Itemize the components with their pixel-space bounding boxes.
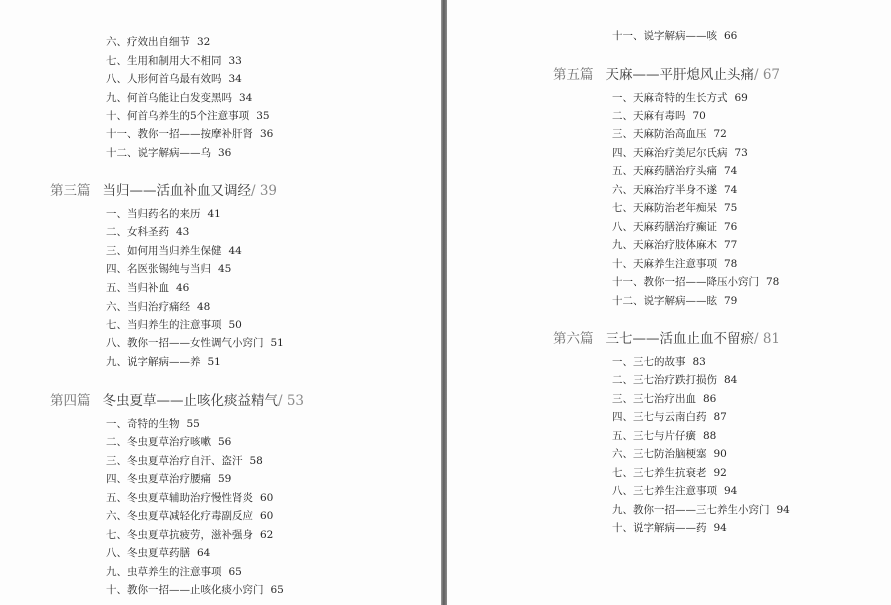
toc-entry-text: 十、天麻养生注意事项 [612, 258, 717, 270]
toc-entry[interactable] [106, 54, 242, 68]
toc-entry-text: 九、何首乌能让白发变黑吗 [106, 92, 232, 104]
section-heading[interactable] [553, 330, 780, 348]
section-heading[interactable] [553, 66, 780, 84]
toc-entry-text: 七、天麻防治老年痴呆 [612, 202, 717, 214]
toc-entry[interactable] [612, 503, 790, 517]
toc-entry-text: 六、疗效出自细节 [106, 36, 190, 48]
right-page [447, 0, 891, 605]
toc-entry-text: 八、三七养生注意事项 [612, 485, 717, 497]
toc-entry-text: 七、冬虫夏草抗疲劳，滋补强身 [106, 529, 253, 541]
toc-entry-text: 十一、教你一招——降压小窍门 [612, 276, 759, 288]
toc-entry[interactable] [612, 521, 727, 535]
toc-entry[interactable] [106, 417, 200, 431]
toc-entry-page: 77 [724, 239, 738, 251]
toc-entry-page: 32 [197, 36, 211, 48]
toc-entry-page: 34 [239, 92, 253, 104]
toc-entry-page: 59 [218, 473, 232, 485]
toc-entry-text: 七、当归养生的注意事项 [106, 319, 222, 331]
toc-entry-text: 二、冬虫夏草治疗咳嗽 [106, 436, 211, 448]
toc-entry-page: 60 [260, 492, 274, 504]
toc-entry-text: 九、教你一招——三七养生小窍门 [612, 504, 770, 516]
toc-entry[interactable] [612, 91, 748, 105]
toc-entry-text: 九、说字解病——养 [106, 356, 201, 368]
toc-entry[interactable] [106, 583, 284, 597]
toc-entry[interactable] [612, 146, 748, 160]
toc-entry-text: 四、天麻治疗美尼尔氏病 [612, 147, 728, 159]
toc-entry[interactable] [612, 164, 737, 178]
toc-entry-text: 八、教你一招——女性调气小窍门 [106, 337, 264, 349]
section-label: 第三篇 [50, 183, 91, 199]
toc-entry-page: 75 [724, 202, 738, 214]
toc-entry-page: 69 [734, 92, 748, 104]
toc-entry-page: 78 [724, 258, 738, 270]
toc-entry[interactable] [612, 257, 737, 271]
toc-entry-page: 35 [256, 110, 270, 122]
toc-entry[interactable] [612, 373, 737, 387]
toc-entry[interactable] [106, 281, 189, 295]
toc-entry[interactable] [106, 472, 231, 486]
section-page: / 81 [754, 331, 781, 347]
toc-entry-text: 五、三七与片仔癀 [612, 430, 696, 442]
toc-entry-text: 八、人形何首乌最有效吗 [106, 73, 222, 85]
toc-entry-text: 一、三七的故事 [612, 356, 686, 368]
toc-entry-text: 十、说字解病——药 [612, 522, 707, 534]
toc-entry[interactable] [612, 220, 737, 234]
section-title: 当归——活血补血又调经 [102, 183, 251, 199]
toc-entry-text: 三、天麻防治高血压 [612, 128, 707, 140]
toc-entry-text: 十、教你一招——止咳化痰小窍门 [106, 584, 264, 596]
section-label: 第五篇 [553, 67, 594, 83]
toc-entry-page: 94 [776, 504, 790, 516]
toc-entry[interactable] [106, 262, 231, 276]
toc-entry[interactable] [106, 565, 242, 579]
toc-entry-text: 十一、说字解病——咳 [612, 30, 717, 42]
toc-entry-text: 八、冬虫夏草药膳 [106, 547, 190, 559]
toc-entry-text: 五、当归补血 [106, 282, 169, 294]
toc-entry-page: 65 [228, 566, 242, 578]
toc-entry[interactable] [106, 146, 231, 160]
toc-entry[interactable] [106, 318, 242, 332]
toc-entry-page: 94 [724, 485, 738, 497]
toc-entry[interactable] [612, 410, 727, 424]
toc-entry-text: 四、冬虫夏草治疗腰痛 [106, 473, 211, 485]
toc-entry-page: 56 [218, 436, 232, 448]
toc-entry-text: 五、冬虫夏草辅助治疗慢性肾炎 [106, 492, 253, 504]
toc-entry-page: 58 [249, 455, 263, 467]
toc-entry[interactable] [106, 244, 242, 258]
toc-entry-text: 二、女科圣药 [106, 226, 169, 238]
toc-entry-page: 66 [724, 30, 738, 42]
toc-entry-text: 三、三七治疗出血 [612, 393, 696, 405]
toc-entry[interactable] [106, 225, 189, 239]
toc-entry[interactable] [106, 91, 252, 105]
toc-entry-page: 36 [260, 128, 274, 140]
toc-entry-text: 一、天麻奇特的生长方式 [612, 92, 728, 104]
toc-entry[interactable] [612, 29, 737, 43]
toc-entry-text: 二、天麻有毒吗 [612, 110, 686, 122]
toc-entry[interactable] [612, 429, 716, 443]
section-label: 第四篇 [50, 393, 91, 409]
left-page [0, 0, 441, 605]
toc-entry[interactable] [612, 355, 706, 369]
toc-entry-page: 86 [703, 393, 717, 405]
toc-entry[interactable] [612, 238, 737, 252]
toc-entry-text: 六、天麻治疗半身不遂 [612, 184, 717, 196]
toc-entry[interactable] [612, 183, 737, 197]
toc-entry-text: 九、天麻治疗肢体麻木 [612, 239, 717, 251]
toc-entry-page: 79 [724, 295, 738, 307]
toc-entry-text: 四、名医张锡纯与当归 [106, 263, 211, 275]
toc-entry[interactable] [106, 528, 273, 542]
toc-entry-page: 70 [692, 110, 706, 122]
toc-entry[interactable] [106, 435, 231, 449]
toc-entry-page: 48 [197, 301, 211, 313]
section-page: / 67 [754, 67, 781, 83]
section-page: / 39 [251, 183, 278, 199]
toc-entry-page: 94 [713, 522, 727, 534]
toc-entry[interactable] [106, 72, 242, 86]
toc-entry[interactable] [106, 546, 210, 560]
toc-entry-text: 九、虫草养生的注意事项 [106, 566, 222, 578]
toc-entry-page: 46 [176, 282, 190, 294]
section-label: 第六篇 [553, 331, 594, 347]
toc-entry[interactable] [612, 275, 779, 289]
toc-entry-page: 60 [260, 510, 274, 522]
toc-entry-page: 51 [207, 356, 221, 368]
toc-entry[interactable] [106, 336, 284, 350]
toc-entry-text: 二、三七治疗跌打损伤 [612, 374, 717, 386]
toc-entry-page: 65 [270, 584, 284, 596]
toc-entry-page: 34 [228, 73, 242, 85]
toc-entry-page: 73 [734, 147, 748, 159]
toc-entry[interactable] [106, 207, 221, 221]
toc-entry-page: 92 [713, 467, 727, 479]
toc-entry-page: 74 [724, 165, 738, 177]
toc-entry-text: 六、当归治疗痛经 [106, 301, 190, 313]
section-title: 三七——活血止血不留瘀 [605, 331, 754, 347]
toc-entry[interactable] [612, 294, 737, 308]
toc-entry-page: 55 [186, 418, 200, 430]
toc-entry-text: 五、天麻药膳治疗头痛 [612, 165, 717, 177]
toc-entry-page: 90 [713, 448, 727, 460]
toc-entry-page: 74 [724, 184, 738, 196]
section-heading[interactable] [50, 392, 304, 410]
toc-entry-text: 七、生用和制用大不相同 [106, 55, 222, 67]
toc-entry-page: 88 [703, 430, 717, 442]
toc-entry[interactable] [612, 466, 727, 480]
toc-entry[interactable] [612, 127, 727, 141]
toc-entry[interactable] [106, 509, 273, 523]
toc-entry-text: 六、冬虫夏草减轻化疗毒副反应 [106, 510, 253, 522]
toc-entry-text: 四、三七与云南白药 [612, 411, 707, 423]
toc-entry-page: 64 [197, 547, 211, 559]
toc-entry-text: 六、三七防治脑梗塞 [612, 448, 707, 460]
toc-entry-text: 七、三七养生抗衰老 [612, 467, 707, 479]
toc-entry[interactable] [612, 201, 737, 215]
toc-entry[interactable] [612, 109, 706, 123]
toc-entry-page: 72 [713, 128, 727, 140]
toc-entry-page: 43 [176, 226, 190, 238]
toc-entry-page: 36 [218, 147, 232, 159]
toc-entry-page: 78 [766, 276, 780, 288]
toc-entry-text: 八、天麻药膳治疗癫证 [612, 221, 717, 233]
toc-entry-page: 33 [228, 55, 242, 67]
toc-entry[interactable] [612, 392, 716, 406]
toc-entry-page: 51 [270, 337, 284, 349]
toc-entry[interactable] [106, 300, 210, 314]
toc-entry[interactable] [106, 35, 210, 49]
toc-entry[interactable] [106, 355, 221, 369]
toc-entry-page: 50 [228, 319, 242, 331]
toc-entry-text: 十二、说字解病——眩 [612, 295, 717, 307]
toc-entry-page: 84 [724, 374, 738, 386]
toc-entry-page: 62 [260, 529, 274, 541]
section-heading[interactable] [50, 182, 277, 200]
toc-entry[interactable] [106, 127, 273, 141]
toc-entry-page: 76 [724, 221, 738, 233]
toc-entry[interactable] [612, 484, 737, 498]
toc-entry-text: 十、何首乌养生的5个注意事项 [106, 110, 250, 122]
toc-entry-text: 三、如何用当归养生保健 [106, 245, 222, 257]
section-title: 冬虫夏草——止咳化痰益精气 [102, 393, 278, 409]
toc-entry-page: 83 [692, 356, 706, 368]
toc-entry[interactable] [106, 454, 263, 468]
toc-entry-text: 十一、教你一招——按摩补肝肾 [106, 128, 253, 140]
toc-entry-text: 一、当归药名的来历 [106, 208, 201, 220]
toc-entry-page: 41 [207, 208, 221, 220]
toc-entry-text: 三、冬虫夏草治疗自汗、盗汗 [106, 455, 243, 467]
toc-entry-text: 十二、说字解病——乌 [106, 147, 211, 159]
toc-entry[interactable] [106, 491, 273, 505]
toc-entry[interactable] [612, 447, 727, 461]
toc-entry-page: 87 [713, 411, 727, 423]
toc-entry-page: 44 [228, 245, 242, 257]
toc-entry-page: 45 [218, 263, 232, 275]
section-title: 天麻——平肝熄风止头痛 [605, 67, 754, 83]
toc-entry[interactable] [106, 109, 270, 123]
toc-entry-text: 一、奇特的生物 [106, 418, 180, 430]
section-page: / 53 [278, 393, 305, 409]
